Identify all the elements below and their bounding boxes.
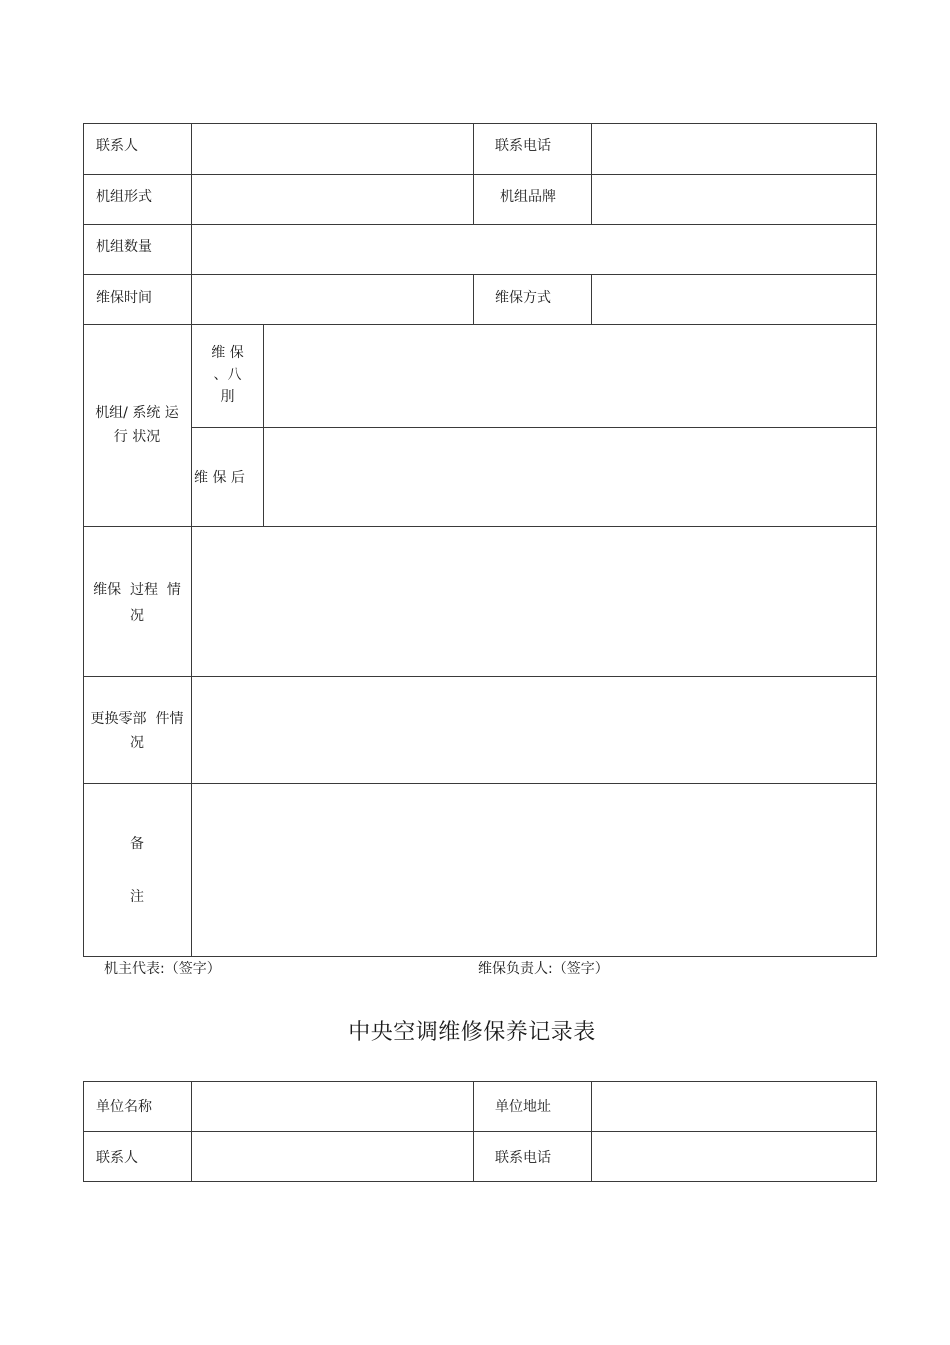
maintenance-method-label: 维保方式 <box>495 290 551 306</box>
maintenance-time-label: 维保时间 <box>96 290 152 306</box>
unit-brand-label: 机组品牌 <box>500 189 556 205</box>
remarks-field[interactable] <box>192 784 876 956</box>
phone-label: 联系电话 <box>495 1150 551 1166</box>
before-maintenance-label-line: 、八 <box>213 367 242 383</box>
phone-label: 联系电话 <box>495 138 551 154</box>
running-status-label-line: 机组/ 系统 运 <box>95 405 179 421</box>
before-maintenance-label-line: 刖 <box>220 389 235 405</box>
unit-address-label: 单位地址 <box>495 1099 551 1115</box>
maintenance-method-field[interactable] <box>592 275 876 324</box>
parts-replaced-field[interactable] <box>192 677 876 783</box>
unit-count-field[interactable] <box>192 225 876 274</box>
process-label-line: 维保 过程 情 <box>93 582 181 598</box>
after-maintenance-label: 维 保 后 <box>194 470 245 486</box>
phone-field[interactable] <box>592 124 876 174</box>
form-title: 中央空调维修保养记录表 <box>348 1020 596 1045</box>
unit-name-field[interactable] <box>192 1082 473 1131</box>
parts-replaced-label-line: 更换零部 件情 <box>90 711 184 727</box>
before-maintenance-label-line: 维 保 <box>211 345 244 361</box>
remarks-label-line: 备 <box>130 836 144 852</box>
unit-address-field[interactable] <box>592 1082 876 1131</box>
maintainer-signature: 维保负责人:（签字） <box>478 961 609 977</box>
unit-type-field[interactable] <box>192 175 473 224</box>
before-maintenance-label <box>192 342 263 408</box>
phone-field[interactable] <box>592 1132 876 1181</box>
running-status-label <box>83 401 191 449</box>
maintenance-time-field[interactable] <box>192 275 473 324</box>
parts-replaced-label <box>83 707 191 755</box>
process-label <box>83 577 191 629</box>
process-field[interactable] <box>192 527 876 676</box>
before-maintenance-field[interactable] <box>264 325 876 427</box>
unit-name-label: 单位名称 <box>96 1099 152 1115</box>
contact-label: 联系人 <box>96 138 138 154</box>
owner-signature: 机主代表:（签字） <box>104 961 221 977</box>
unit-count-label: 机组数量 <box>96 239 152 255</box>
remarks-label <box>83 832 191 938</box>
contact-label: 联系人 <box>96 1150 138 1166</box>
unit-type-label: 机组形式 <box>96 189 152 205</box>
parts-replaced-label-line: 况 <box>130 735 144 751</box>
process-label-line: 况 <box>130 608 144 624</box>
contact-field[interactable] <box>192 1132 473 1181</box>
running-status-label-line: 行 状况 <box>113 429 161 445</box>
remarks-label-line: 注 <box>130 889 144 905</box>
unit-brand-field[interactable] <box>592 175 876 224</box>
contact-field[interactable] <box>192 124 473 174</box>
after-maintenance-field[interactable] <box>264 428 876 526</box>
